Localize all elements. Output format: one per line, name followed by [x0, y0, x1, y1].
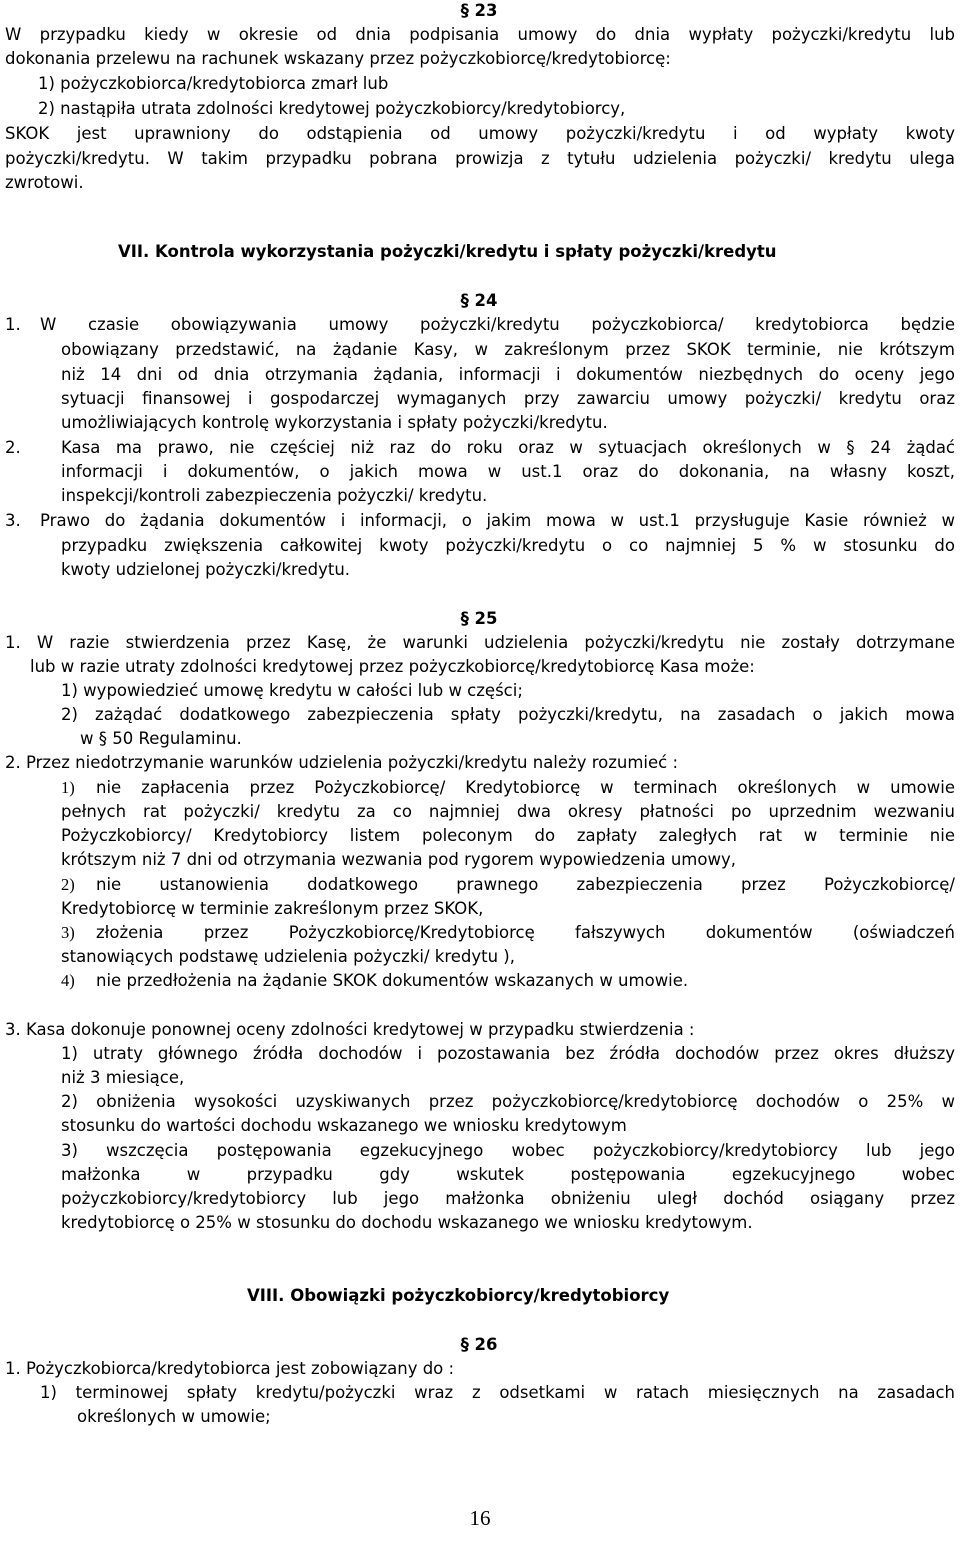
s25-p3-item-3-line-1: 3) wszczęcia postępowania egzekucyjnego wobec pożyczkobiorcy/kredytobiorcy lub jego [61, 1141, 955, 1160]
s24-p1-line-2: obowiązany przedstawić, na żądanie Kasy, w zakreślonym przez SKOK terminie, nie krótszym [61, 340, 955, 359]
s24-p3-line-2: przypadku zwiększenia całkowitej kwoty pożyczki/kredytu o co najmniej 5 % w stosunku do [61, 536, 955, 555]
chapter-7-title: VII. Kontrola wykorzystania pożyczki/kredytu i spłaty pożyczki/kredytu [118, 242, 777, 261]
s25-p3-item-2-line-1: 2) obniżenia wysokości uzyskiwanych przez pożyczkobiorcę/kredytobiorcę dochodów o 25% w [61, 1092, 955, 1111]
s25-p3-intro: 3. Kasa dokonuje ponownej oceny zdolności kredytowej w przypadku stwierdzenia : [5, 1020, 695, 1039]
section-23-heading: § 23 [460, 1, 498, 20]
s23-line-7: zwrotowi. [5, 173, 84, 192]
s25-p2-item-2-number: 2) [61, 875, 75, 894]
s24-p1-line-5: umożliwiających kontrolę wykorzystania i spłaty pożyczki/kredytu. [61, 413, 608, 432]
s23-line-2: dokonania przelewu na rachunek wskazany przez pożyczkobiorcę/kredytobiorcę: [5, 49, 671, 68]
s25-p2-item-3-line-1: złożenia przez Pożyczkobiorcę/Kredytobiorcę fałszywych dokumentów (oświadczeń [96, 923, 955, 942]
s24-p3-number: 3. [5, 511, 21, 530]
s25-p2-item-3-line-2: stanowiących podstawę udzielenia pożyczki/ kredytu ), [61, 947, 515, 966]
s25-p3-item-3-line-2: małżonka w przypadku gdy wskutek postępowania egzekucyjnego wobec [61, 1165, 955, 1184]
s26-p1-intro: 1. Pożyczkobiorca/kredytobiorca jest zobowiązany do : [5, 1359, 455, 1378]
section-24-heading: § 24 [460, 291, 498, 310]
s23-line-6: pożyczki/kredytu. W takim przypadku pobrana prowizja z tytułu udzielenia pożyczki/ kredytu ulega [5, 149, 955, 168]
s24-p2-number: 2. [5, 438, 21, 457]
s25-p2-item-4-number: 4) [61, 971, 75, 990]
s24-p1-line-3: niż 14 dni od dnia otrzymania żądania, informacji i dokumentów niezbędnych do oceny jego [61, 365, 955, 384]
s25-p2-item-1-line-4: krótszym niż 7 dni od otrzymania wezwania pod rygorem wypowiedzenia umowy, [61, 850, 736, 869]
s25-p1-item-2-line-1: 2) zażądać dodatkowego zabezpieczenia spłaty pożyczki/kredytu, na zasadach o jakich mowa [61, 705, 955, 724]
chapter-8-title: VIII. Obowiązki pożyczkobiorcy/kredytobiorcy [247, 1286, 670, 1305]
s24-p3-line-3: kwoty udzielonej pożyczki/kredytu. [61, 560, 351, 579]
s23-item-1: 1) pożyczkobiorca/kredytobiorca zmarł lub [38, 74, 389, 93]
s25-p3-item-3-line-3: pożyczkobiorcy/kredytobiorcy lub jego małżonka obniżeniu uległ dochód osiągany przez [61, 1189, 955, 1208]
section-26-heading: § 26 [460, 1335, 498, 1354]
s25-p2-item-1-line-3: Pożyczkobiorcy/ Kredytobiorcy listem poleconym do zapłaty zaległych rat w terminie nie [61, 826, 955, 845]
s26-p1-item-1-line-2: określonych w umowie; [77, 1407, 271, 1426]
s25-p2-item-2-line-2: Kredytobiorcę w terminie zakreślonym przez SKOK, [61, 899, 484, 918]
s25-p2-intro: 2. Przez niedotrzymanie warunków udzielenia pożyczki/kredytu należy rozumieć : [5, 753, 679, 772]
s23-line-5: SKOK jest uprawniony do odstąpienia od umowy pożyczki/kredytu i od wypłaty kwoty [5, 124, 955, 143]
s24-p1-number: 1. [5, 315, 21, 334]
s25-p1-line-1: 1. W razie stwierdzenia przez Kasę, że warunki udzielenia pożyczki/kredytu nie zostały dotrzymane [5, 633, 955, 652]
s24-p1-line-1: W czasie obowiązywania umowy pożyczki/kredytu pożyczkobiorca/ kredytobiorca będzie [40, 315, 955, 334]
s25-p1-item-2-line-2: w § 50 Regulaminu. [80, 729, 242, 748]
s23-line-1: W przypadku kiedy w okresie od dnia podpisania umowy do dnia wypłaty pożyczki/kredytu lub [5, 25, 955, 44]
s25-p3-item-2-line-2: stosunku do wartości dochodu wskazanego we wniosku kredytowym [61, 1116, 627, 1135]
s25-p3-item-1-line-1: 1) utraty głównego źródła dochodów i pozostawania bez źródła dochodów przez okres dłuższy [61, 1044, 955, 1063]
s24-p1-line-4: sytuacji finansowej i gospodarczej wymaganych przy zawarciu umowy pożyczki/ kredytu oraz [61, 389, 955, 408]
section-25-heading: § 25 [460, 609, 498, 628]
s25-p2-item-2-line-1: nie ustanowienia dodatkowego prawnego zabezpieczenia przez Pożyczkobiorcę/ [96, 875, 955, 894]
s25-p2-item-3-number: 3) [61, 923, 75, 942]
s24-p2-line-1: Kasa ma prawo, nie częściej niż raz do roku oraz w sytuacjach określonych w § 24 żądać [61, 438, 955, 457]
s26-p1-item-1-line-1: 1) terminowej spłaty kredytu/pożyczki wraz z odsetkami w ratach miesięcznych na zasadach [40, 1383, 955, 1402]
s25-p2-item-4-line-1: nie przedłożenia na żądanie SKOK dokumentów wskazanych w umowie. [96, 971, 689, 990]
s25-p1-line-2: lub w razie utraty zdolności kredytowej przez pożyczkobiorcę/kredytobiorcę Kasa może: [30, 657, 755, 676]
s25-p2-item-1-number: 1) [61, 778, 75, 797]
s25-p3-item-3-line-4: kredytobiorcę o 25% w stosunku do dochodu wskazanego we wniosku kredytowym. [61, 1213, 753, 1232]
s24-p2-line-3: inspekcji/kontroli zabezpieczenia pożyczki/ kredytu. [61, 486, 488, 505]
s25-p2-item-1-line-1: nie zapłacenia przez Pożyczkobiorcę/ Kredytobiorcę w terminach określonych w umowie [96, 778, 955, 797]
s23-item-2: 2) nastąpiła utrata zdolności kredytowej pożyczkobiorcy/kredytobiorcy, [38, 99, 626, 118]
s24-p2-line-2: informacji i dokumentów, o jakich mowa w ust.1 oraz do dokonania, na własny koszt, [61, 462, 955, 481]
page-number: 16 [469, 1506, 491, 1530]
s25-p3-item-1-line-2: niż 3 miesiące, [61, 1068, 185, 1087]
s25-p2-item-1-line-2: pełnych rat pożyczki/ kredytu za co najmniej dwa okresy płatności po uprzednim wezwaniu [61, 802, 955, 821]
s24-p3-line-1: Prawo do żądania dokumentów i informacji, o jakim mowa w ust.1 przysługuje Kasie również w [40, 511, 955, 530]
s25-p1-item-1: 1) wypowiedzieć umowę kredytu w całości lub w części; [61, 681, 523, 700]
